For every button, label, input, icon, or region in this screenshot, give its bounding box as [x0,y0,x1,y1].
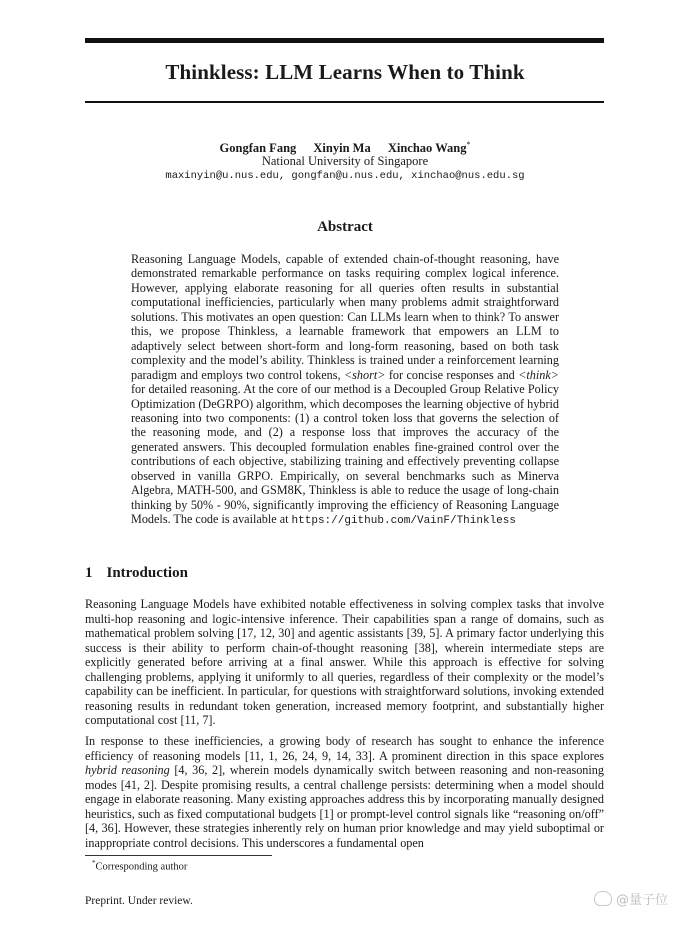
footnote: *Corresponding author [92,859,188,873]
title-rule-top [85,38,604,43]
weibo-icon [594,891,612,906]
watermark: @量子位 [594,889,668,908]
emphasis-hybrid-reasoning: hybrid reasoning [85,763,170,777]
intro-paragraph-2: In response to these inefficiencies, a growing body of research has sought to enhance the inference efficiency of reasoning models [11, 1, 26, 24, 9, 14, 33]. A prominent direction in this space explores hybrid reasoning [4, 36, 2], wherein models dynamically switch between reasoning and non-reasoning modes [41, 2]. Despite promising results, a central challenge persists: determining when a model should engage in elaborate reasoning. Many existing approaches address this by incorporating manually designed heuristics, such as fixed computational budgets [1] or prompt-level control signals like “reasoning on/off” [4, 36]. However, these strategies inherently rely on human prior knowledge and may yield suboptimal or inappropriate control decisions. This underscores a fundamental open [85,734,604,850]
footnote-rule [85,855,272,856]
title-rule-bottom [85,101,604,103]
author-name: Xinyin Ma [313,141,371,156]
intro-paragraph-1: Reasoning Language Models have exhibited notable effectiveness in solving complex tasks that involve multi-hop reasoning and logic-intensive inference. Their capabilities span a range of domains, such as mathematical problem solving [17, 12, 30] and agentic assistants [39, 5]. A primary factor underlying this success is their ability to perform chain-of-thought reasoning [38], wherein intermediate steps are explicitly generated before arriving at a final answer. While this approach is effective for solving challenging problems, applying it uniformly to all queries, regardless of their complexity or the model’s capability can be inefficient. In particular, for questions with straightforward solutions, invoking extended reasoning results in redundant token generation, increased memory footprint, and substantially higher computational cost [11, 7]. [85,597,604,727]
corresponding-mark: * [466,140,471,149]
paper-title: Thinkless: LLM Learns When to Think [165,60,525,84]
preprint-note: Preprint. Under review. [85,895,193,907]
footnote-mark: * [92,859,96,867]
section-heading [85,565,485,582]
code-link[interactable]: https://github.com/VainF/Thinkless [291,515,516,528]
section-title: Introduction [106,565,188,581]
affiliation: National University of Singapore [261,154,429,168]
author-name: Gongfan Fang [219,141,297,156]
think-token: <think> [518,367,559,382]
author-name: Xinchao Wang* [387,140,471,156]
section-number: 1 [85,565,93,581]
abstract-body: Reasoning Language Models, capable of extended chain-of-thought reasoning, have demonstrated remarkable performance on tasks requiring complex logical inference. However, applying elaborate reasoning for all queries often results in substantial computational inefficiencies, particularly when many problems admit straightforward solutions. This motivates an open question: Can LLMs learn when to think? To answer this, we propose Thinkless, a learnable framework that empowers an LLM to adaptively select between short-form and long-form reasoning, based on both task complexity and the model’s ability. Thinkless is trained under a reinforcement learning paradigm and employs two control tokens, <short> for concise responses and <think> for detailed reasoning. At the core of our method is a Decoupled Group Relative Policy Optimization (DeGRPO) algorithm, which decomposes the learning objective of hybrid reasoning into two components: (1) a control token loss that governs the selection of the reasoning mode, and (2) a response loss that improves the accuracy of the generated answers. This decoupled formulation enables fine-grained control over the contributions of each objective, stabilizing training and effectively preventing collapse observed in vanilla GRPO. Empirically, on several benchmarks such as Minerva Algebra, MATH-500, and GSM8K, Thinkless is able to reduce the usage of long-chain thinking by 50% - 90%, significantly improving the efficiency of Reasoning Language Models. The code is available at https://github.com/VainF/Thinkless [131,252,559,528]
abstract-heading: Abstract [317,219,373,235]
author-emails: maxinyin@u.nus.edu, gongfan@u.nus.edu, xinchao@nus.edu.sg [165,170,525,182]
short-token: <short> [343,367,386,382]
